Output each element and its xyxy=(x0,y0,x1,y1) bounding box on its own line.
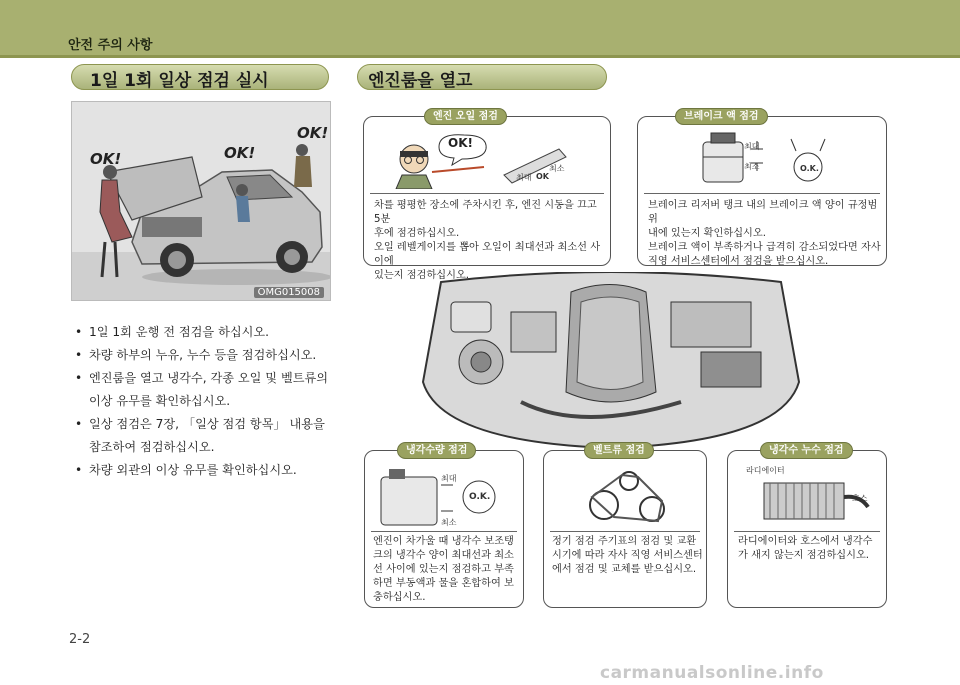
ok-label-1: OK! xyxy=(90,150,122,168)
text-line: 후에 점검하십시오. xyxy=(374,228,460,239)
engine-oil-box xyxy=(363,111,611,281)
engine-room-heading: 엔진룸을 열고 xyxy=(368,71,473,91)
divider xyxy=(371,531,517,532)
list-item: • 차량 하부의 누유, 누수 등을 점검하십시오. xyxy=(75,344,337,367)
brake-fluid-box xyxy=(637,111,887,267)
brake-fluid-tag: 브레이크 액 점검 xyxy=(675,108,768,125)
engine-oil-max: 최대 xyxy=(516,173,532,182)
brake-min: 최소 xyxy=(744,162,760,171)
belt-illustration xyxy=(574,465,684,531)
belt-check-tag: 벨트류 점검 xyxy=(584,442,654,459)
coolant-min: 최소 xyxy=(441,518,457,527)
hose-label: 호스 xyxy=(852,494,868,503)
text-line: 시기에 따라 자사 직영 서비스센터 xyxy=(552,550,703,561)
coolant-leak-text xyxy=(738,535,884,563)
text-line: 차를 평평한 장소에 주차시킨 후, 엔진 시동을 끄고 5분 xyxy=(374,200,597,225)
belt-check-box xyxy=(543,445,707,608)
engine-oil-min: 최소 xyxy=(549,164,565,173)
divider xyxy=(370,193,604,194)
daily-check-list xyxy=(75,321,337,482)
coolant-level-text xyxy=(373,535,521,605)
text-line: 엔진이 차가울 때 냉각수 보조탱 xyxy=(373,536,514,547)
watermark: carmanualsonline.info xyxy=(600,663,824,683)
text-line: 선 사이에 있는지 점검하고 부족 xyxy=(373,564,514,575)
brake-fluid-text xyxy=(648,199,884,269)
page-header xyxy=(0,0,960,58)
coolant-max: 최대 xyxy=(441,474,457,483)
text-line: 크의 냉각수 양이 최대선과 최소 xyxy=(373,550,514,561)
coolant-level-box xyxy=(364,445,524,608)
coolant-leak-box xyxy=(727,445,887,608)
divider xyxy=(550,531,700,532)
ok-label-3: OK! xyxy=(297,124,329,142)
text-line: 에서 점검 및 교체를 받으십시오. xyxy=(552,564,697,575)
text-line: 라디에이터와 호스에서 냉각수 xyxy=(738,536,873,547)
coolant-ok: O.K. xyxy=(469,492,491,502)
divider xyxy=(644,193,880,194)
engine-oil-ok: OK! xyxy=(448,136,473,150)
text-line: 가 새지 않는지 점검하십시오. xyxy=(738,550,870,561)
text-line: 하면 부동액과 물을 혼합하여 보 xyxy=(373,578,514,589)
daily-check-heading: 1일 1회 일상 점검 실시 xyxy=(90,71,269,91)
text-line: 내에 있는지 확인하십시오. xyxy=(648,228,766,239)
daily-check-photo xyxy=(71,101,331,301)
list-item: • 차량 외관의 이상 유무를 확인하십시오. xyxy=(75,459,337,482)
text-line: 있는지 점검하십시오. xyxy=(374,270,470,281)
coolant-level-tag: 냉각수량 점검 xyxy=(397,442,476,459)
divider xyxy=(734,531,880,532)
text-line: 브레이크 리저버 탱크 내의 브레이크 액 양이 규정범위 xyxy=(648,200,878,225)
list-item: • 일상 점검은 7장, 「일상 점검 항목」 내용을 참조하여 점검하십시오. xyxy=(75,413,337,459)
section-title: 안전 주의 사항 xyxy=(68,38,153,53)
engine-room-illustration xyxy=(421,272,801,448)
ok-label-2: OK! xyxy=(224,144,256,162)
brake-reservoir-illustration xyxy=(693,127,843,189)
page-number: 2-2 xyxy=(69,632,91,647)
text-line: 오일 레벨게이지를 뽑아 오일이 최대선과 최소선 사이에 xyxy=(374,242,601,267)
list-item: • 엔진룸을 열고 냉각수, 각종 오일 및 벨트류의 이상 유무를 확인하십시오. xyxy=(75,367,337,413)
text-line: 브레이크 액이 부족하거나 급격히 감소되었다면 자사 xyxy=(648,242,881,253)
brake-max: 최대 xyxy=(744,142,760,151)
list-item: • 1일 1회 운행 전 점검을 하십시오. xyxy=(75,321,337,344)
engine-oil-tag: 엔진 오일 점검 xyxy=(424,108,507,125)
brake-ok: O.K. xyxy=(800,164,819,173)
text-line: 직영 서비스센터에서 점검을 받으십시오. xyxy=(648,256,829,267)
car-illustration xyxy=(72,102,331,301)
radiator-label: 라디에이터 xyxy=(746,466,785,475)
text-line: 충하십시오. xyxy=(373,592,426,603)
text-line: 정기 점검 주기표의 점검 및 교환 xyxy=(552,536,697,547)
engine-oil-text xyxy=(374,199,606,283)
coolant-leak-tag: 냉각수 누수 점검 xyxy=(760,442,853,459)
photo-code: OMG015008 xyxy=(254,287,324,298)
engine-oil-ok-small: OK xyxy=(536,172,549,181)
engine-oil-illustration xyxy=(384,127,584,189)
belt-check-text xyxy=(552,535,704,577)
